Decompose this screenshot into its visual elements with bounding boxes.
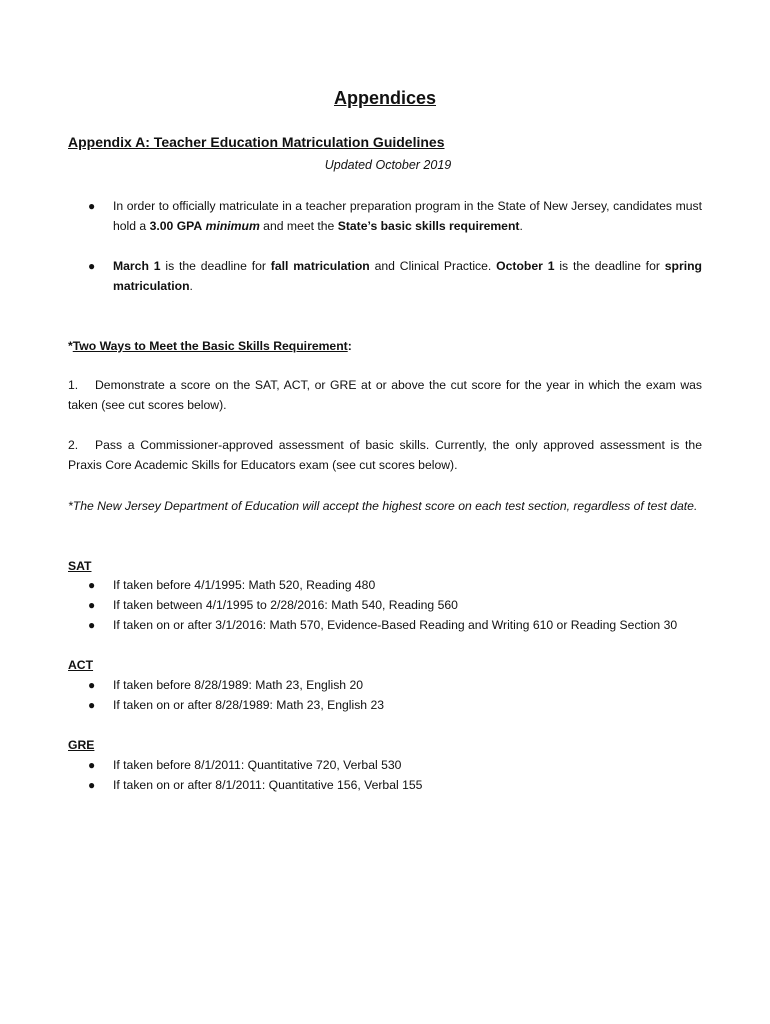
bullet-icon: ● [88,598,96,612]
bullet-icon: ● [88,698,96,712]
act-list [88,675,728,715]
bullet-text: In order to officially matriculate in a teacher preparation program in the State of New Jersey, candidates must hold a 3.00 GPA minimum and meet the State’s basic skills requirement. [113,199,702,233]
way-item-1: 1. Demonstrate a score on the SAT, ACT, or GRE at or above the cut score for the year in which the exam was taken (see cut scores below). [68,378,702,412]
bullet-text: March 1 is the deadline for fall matriculation and Clinical Practice. October 1 is the deadline for spring matriculation. [113,259,702,293]
sat-list [88,575,728,635]
gre-list [88,755,728,795]
list-item: ● If taken between 4/1/1995 to 2/28/2016: Math 540, Reading 560 [88,595,728,615]
page-title: Appendices [333,88,437,108]
way-item-2: 2. Pass a Commissioner-approved assessment of basic skills. Currently, the only approved assessment is the Praxis Core Academic Skills for Educators exam (see cut scores below). [68,438,702,472]
bullet-icon: ● [88,618,96,632]
bullet-icon: ● [88,778,96,792]
updated-date: Updated October 2019 [324,158,452,172]
highest-score-note: *The New Jersey Department of Education will accept the highest score on each test section, regardless of test date. [68,499,698,513]
bullet-icon: ● [88,578,96,592]
list-item: ● If taken on or after 3/1/2016: Math 570, Evidence-Based Reading and Writing 610 or Reading Section 30 [88,615,728,635]
list-item: ● If taken before 8/28/1989: Math 23, English 20 [88,675,728,695]
bullet-icon: ● [88,199,96,213]
bullet-icon: ● [88,758,96,772]
sat-heading: SAT [68,559,92,573]
bullet-icon: ● [88,259,96,273]
list-item: ● If taken before 8/1/2011: Quantitative 720, Verbal 530 [88,755,728,775]
bullet-icon: ● [88,678,96,692]
act-heading: ACT [68,658,94,672]
intro-bullet-gpa [88,196,702,236]
gre-heading: GRE [68,738,95,752]
intro-bullet-deadlines [88,256,702,296]
list-item: ● If taken on or after 8/28/1989: Math 23, English 23 [88,695,728,715]
list-item: ● If taken before 4/1/1995: Math 520, Reading 480 [88,575,728,595]
list-item: ● If taken on or after 8/1/2011: Quantitative 156, Verbal 155 [88,775,728,795]
two-ways-heading: *Two Ways to Meet the Basic Skills Requirement: [68,339,352,353]
appendix-heading: Appendix A: Teacher Education Matriculation Guidelines [68,134,445,150]
